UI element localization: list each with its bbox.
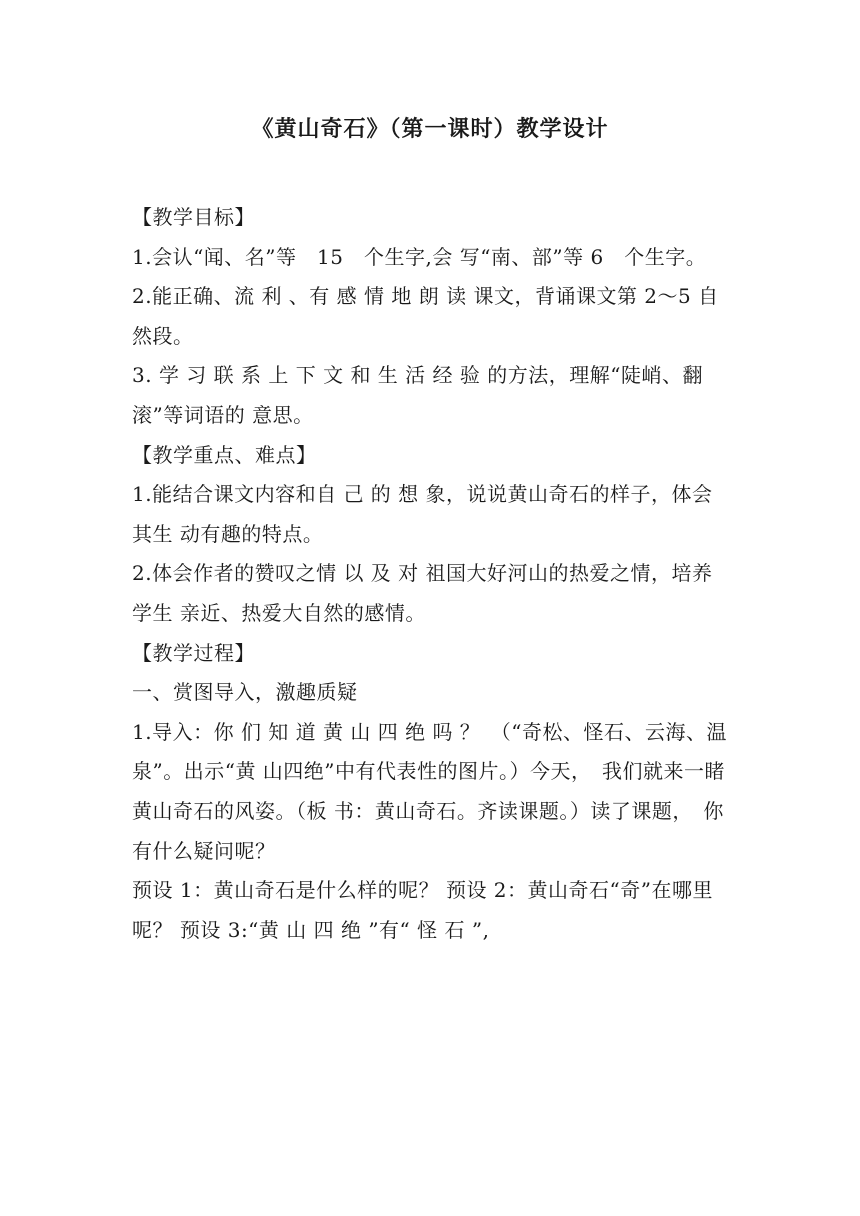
objective-item-2: 2.能正确、流 利 、有 感 情 地 朗 读 课文，背诵课文第 2～5 自然段。 <box>132 284 719 348</box>
key-point-item-2: 2.体会作者的赞叹之情 以 及 对 祖国大好河山的热爱之情，培养学生 亲近、热爱大自然的感情。 <box>132 561 713 625</box>
process-step-heading: 一、赏图导入，激趣质疑 <box>132 680 358 705</box>
process-paragraph-presets: 预设 1：黄山奇石是什么样的呢？ 预设 2：黄山奇石“奇”在哪里呢？ 预设 3:“黄 山 四 绝 ”有“ 怪 石 ”, <box>132 878 713 942</box>
section-heading-objectives: 【教学目标】 <box>132 205 255 229</box>
section-heading-key-points: 【教学重点、难点】 <box>132 442 317 467</box>
key-point-item-1: 1.能结合课文内容和自 己 的 想 象，说说黄山奇石的样子，体会其生 动有趣的特点。 <box>132 482 713 546</box>
document-title: 《黄山奇石》（第一课时）教学设计 <box>251 116 609 142</box>
objective-item-3: 3. 学 习 联 系 上 下 文 和 生 活 经 验 的方法，理解“陡峭、翻滚”等词语的 意思。 <box>132 363 703 427</box>
process-paragraph-intro: 1.导入：你 们 知 道 黄 山 四 绝 吗 ？ （“奇松、怪石、云海、温泉”。出示“黄 山四绝”中有代表性的图片。）今天， 我们就来一睹黄山奇石的风姿。（板 书：黄山奇石。齐读课题。）读了课题， 你有什么疑问呢？ <box>132 719 728 863</box>
objective-item-1: 1.会认“闻、名”等 15 个生字,会 写“南、部”等 6 个生字。 <box>132 244 707 269</box>
section-heading-process: 【教学过程】 <box>132 640 255 665</box>
document-body <box>132 198 732 950</box>
